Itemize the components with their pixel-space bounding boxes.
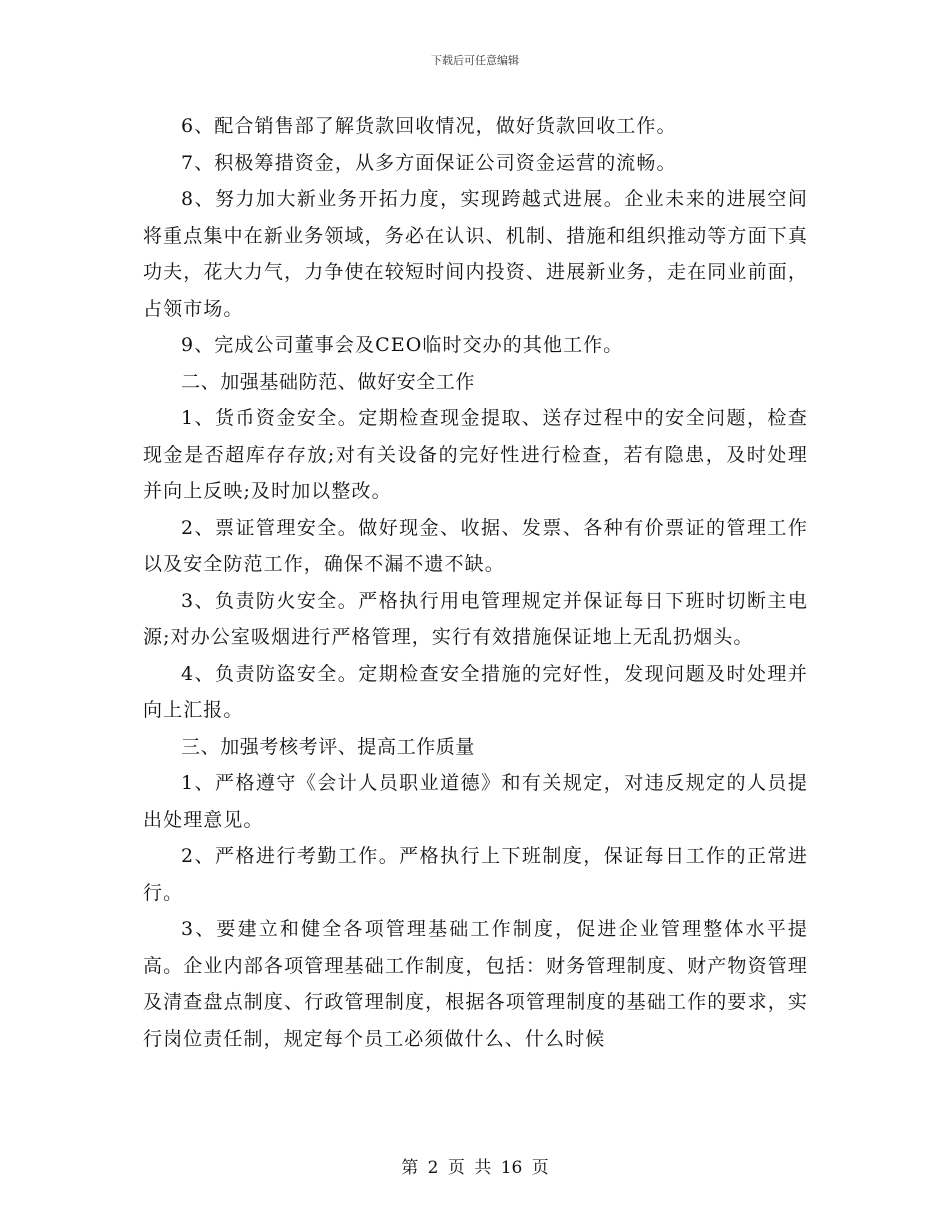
paragraph-voucher-safety: 2、票证管理安全。做好现金、收据、发票、各种有价票证的管理工作以及安全防范工作，确保不漏不遗不缺。 [143,516,808,575]
section-heading-3: 三、加强考核考评、提高工作质量 [181,735,476,758]
paragraph-theft-safety: 4、负责防盗安全。定期检查安全措施的完好性，发现问题及时处理并向上汇报。 [143,662,808,721]
paragraph-fire-safety: 3、负责防火安全。严格执行用电管理规定并保证每日下班时切断主电源;对办公室吸烟进行严格管理，实行有效措施保证地上无乱扔烟头。 [143,589,808,648]
page-number-footer: 第 2 页 共 16 页 [401,1158,549,1178]
paragraph-item-6: 6、配合销售部了解货款回收情况，做好货款回收工作。 [181,115,677,137]
paragraph-item-8: 8、努力加大新业务开拓力度，实现跨越式进展。企业未来的进展空间将重点集中在新业务领域，务必在认识、机制、措施和组织推动等方面下真功夫，花大力气，力争使在较短时间内投资、进展新业务，走在同业前面，占领市场。 [143,188,808,320]
paragraph-item-9: 9、完成公司董事会及CEO临时交办的其他工作。 [181,334,624,356]
paragraph-attendance: 2、严格进行考勤工作。严格执行上下班制度，保证每日工作的正常进行。 [143,845,808,904]
paragraph-management-system: 3、要建立和健全各项管理基础工作制度，促进企业管理整体水平提高。企业内部各项管理基础工作制度，包括：财务管理制度、财产物资管理及清查盘点制度、行政管理制度，根据各项管理制度的基础工作的要求，实行岗位责任制，规定每个员工必须做什么、什么时候 [143,918,808,1050]
paragraph-cash-safety: 1、货币资金安全。定期检查现金提取、送存过程中的安全问题，检查现金是否超库存存放;对有关设备的完好性进行检查，若有隐患，及时处理并向上反映;及时加以整改。 [143,407,808,502]
paragraph-ethics: 1、严格遵守《会计人员职业道德》和有关规定，对违反规定的人员提出处理意见。 [143,772,808,831]
section-heading-2: 二、加强基础防范、做好安全工作 [181,370,476,393]
page-header-note: 下载后可任意编辑 [431,54,519,67]
document-body [143,108,808,1057]
paragraph-item-7: 7、积极筹措资金，从多方面保证公司资金运营的流畅。 [181,151,677,174]
